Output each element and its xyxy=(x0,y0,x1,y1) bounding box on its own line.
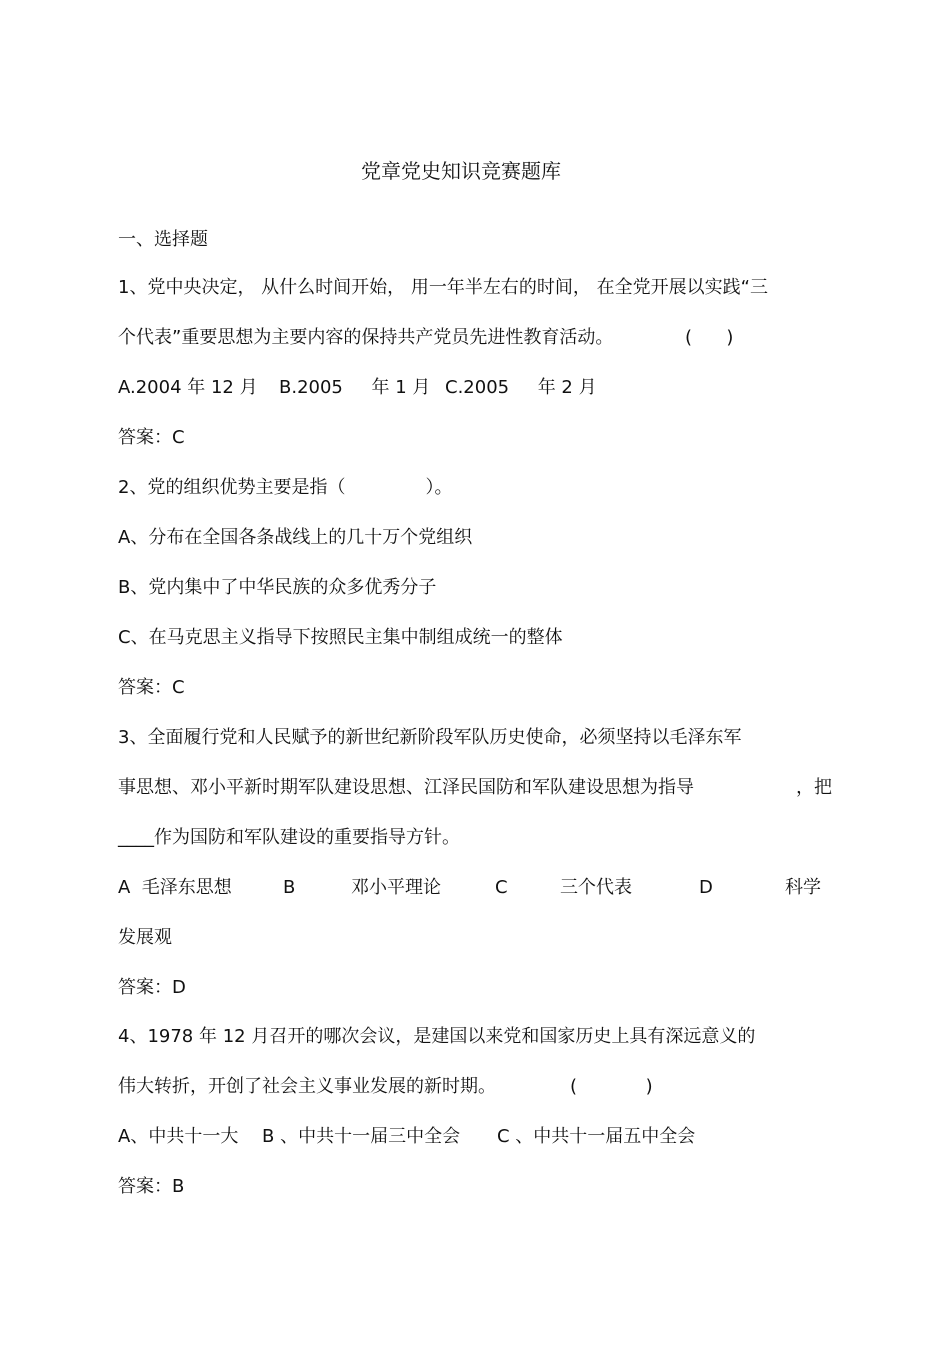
q1-option-b: B.2005 年 1 月 xyxy=(279,377,431,398)
q3-option-c-letter: C xyxy=(495,877,508,898)
q3-line-1: 3、全面履行党和人民赋予的新世纪新阶段军队历史使命，必须坚持以毛泽东军 xyxy=(118,727,742,748)
q4-answer-blank: ( ) xyxy=(570,1076,653,1097)
q4-line-1: 4、1978 年 12 月召开的哪次会议，是建国以来党和国家历史上具有深远意义的 xyxy=(118,1026,756,1047)
q4-line-2: 伟大转折，开创了社会主义事业发展的新时期。 xyxy=(118,1076,496,1097)
q4-answer: 答案：B xyxy=(118,1176,185,1197)
q3-line-3: ____作为国防和军队建设的重要指导方针。 xyxy=(118,827,460,848)
q4-option-a: A、中共十一大 xyxy=(118,1126,239,1147)
q2-option-b: B、党内集中了中华民族的众多优秀分子 xyxy=(118,577,437,598)
q3-option-c-text: 三个代表 xyxy=(560,877,632,898)
q1-option-a: A.2004 年 12 月 xyxy=(118,377,258,398)
q2-answer: 答案：C xyxy=(118,677,185,698)
section-heading: 一、选择题 xyxy=(118,229,208,250)
q3-line-2: 事思想、邓小平新时期军队建设思想、江泽民国防和军队建设思想为指导 xyxy=(118,777,694,798)
q3-option-d-continued: 发展观 xyxy=(118,927,172,948)
q3-option-b-text: 邓小平理论 xyxy=(351,877,441,898)
q1-line-2: 个代表”重要思想为主要内容的保持共产党员先进性教育活动。 xyxy=(118,327,614,348)
document-title: 党章党史知识竞赛题库 xyxy=(361,159,561,183)
q1-line-1: 1、党中央决定， 从什么时间开始， 用一年半左右的时间， 在全党开展以实践“三 xyxy=(118,277,768,298)
q3-option-d-letter: D xyxy=(699,877,713,898)
q4-option-b: B 、中共十一届三中全会 xyxy=(262,1126,461,1147)
q2-option-c: C、在马克思主义指导下按照民主集中制组成统一的整体 xyxy=(118,627,563,648)
q2-line-1: 2、党的组织优势主要是指（ ）。 xyxy=(118,477,453,498)
q3-option-d-text: 科学 xyxy=(785,877,821,898)
q1-answer: 答案：C xyxy=(118,427,185,448)
q3-answer: 答案：D xyxy=(118,977,186,998)
q1-answer-blank: ( ) xyxy=(685,327,734,348)
q4-option-c: C 、中共十一届五中全会 xyxy=(497,1126,696,1147)
q3-option-b-letter: B xyxy=(283,877,296,898)
q3-option-a: A 毛泽东思想 xyxy=(118,877,232,898)
q1-option-c: C.2005 年 2 月 xyxy=(445,377,597,398)
q3-line-2-tail: ，把 xyxy=(796,777,832,798)
q2-option-a: A、分布在全国各条战线上的几十万个党组织 xyxy=(118,527,473,548)
